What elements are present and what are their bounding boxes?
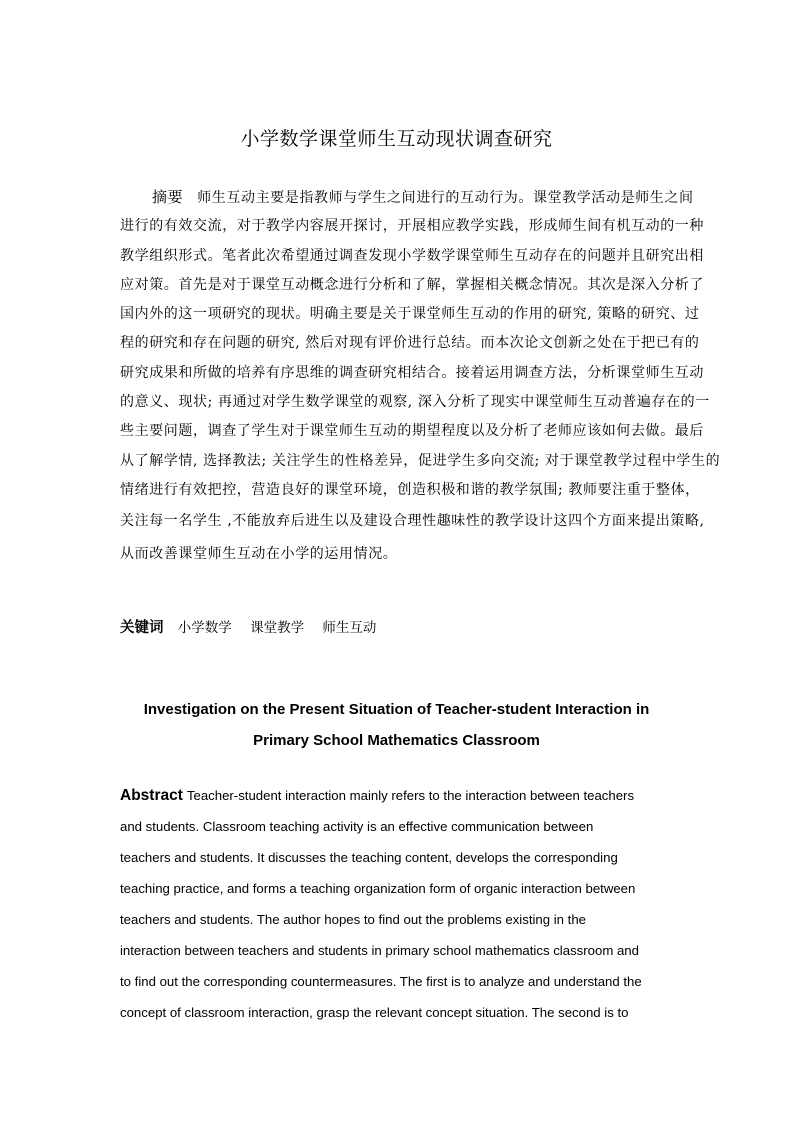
keyword: 师生互动 (322, 620, 377, 636)
english-abstract (120, 780, 680, 1028)
chinese-abstract-line: 教学组织形式。笔者此次希望通过调查发现小学数学课堂师生互动存在的问题并且研究出相 (120, 247, 704, 264)
english-abstract-line: and students. Classroom teaching activity is an effective communication between (120, 819, 594, 834)
chinese-title: 小学数学课堂师生互动现状调查研究 (240, 128, 553, 150)
chinese-abstract-line: 从而改善课堂师生互动在小学的运用情况。 (120, 546, 398, 563)
english-abstract-line: concept of classroom interaction, grasp the relevant concept situation. The second is to (120, 1005, 629, 1020)
english-abstract-text: Teacher-student interaction mainly refers to the interaction between teachers (186, 788, 635, 803)
english-title-line: Investigation on the Present Situation of Teacher-student Interaction in (143, 701, 650, 718)
chinese-abstract-text: 师生互动主要是指教师与学生之间进行的互动行为。课堂教学活动是师生之间 (197, 190, 694, 206)
chinese-abstract-text: ,不能放弃后进生以及建设合理性趣味性的教学设计 (222, 513, 554, 530)
chinese-abstract-line (120, 183, 694, 212)
chinese-abstract-line: 情绪进行有效把控，营造良好的课堂环境，创造积极和谐的教学氛围; 教师要注重于整体， (120, 481, 700, 498)
chinese-keywords (120, 616, 676, 640)
chinese-abstract-label: 摘要 (152, 188, 184, 206)
chinese-abstract (120, 183, 721, 571)
english-abstract-line: teaching practice, and forms a teaching organization form of organic interaction between (120, 881, 636, 896)
english-abstract-label: Abstract (120, 787, 183, 804)
chinese-abstract-line: 从了解学情, 选择教法; 关注学生的性格差异，促进学生多向交流; 对于课堂教学过程中学生的 (120, 452, 721, 469)
chinese-abstract-line: 的意义、现状; 再通过对学生数学课堂的观察, 深入分析了现实中课堂师生互动普遍存在的一 (120, 394, 710, 411)
chinese-abstract-text: 这四个方面来提出策略, (553, 513, 705, 530)
chinese-abstract-line: 程的研究和存在问题的研究, 然后对现有评价进行总结。而本次论文创新之处在于把已有的 (120, 335, 700, 352)
chinese-abstract-line: 进行的有效交流，对于教学内容展开探讨，开展相应教学实践，形成师生间有机互动的一种 (120, 218, 704, 235)
keyword: 课堂教学 (250, 620, 305, 636)
english-abstract-line: to find out the corresponding countermeasures. The first is to analyze and understand the (120, 974, 642, 989)
keywords-label: 关键词 (120, 620, 164, 636)
chinese-abstract-line: 应对策。首先是对于课堂互动概念进行分析和了解，掌握相关概念情况。其次是深入分析了 (120, 276, 704, 293)
chinese-abstract-line: 研究成果和所做的培养有序思维的调查研究相结合。接着运用调查方法，分析课堂师生互动 (120, 364, 704, 381)
chinese-abstract-line: 些主要问题，调查了学生对于课堂师生互动的期望程度以及分析了老师应该如何去做。最后 (120, 423, 704, 440)
english-title (100, 694, 693, 756)
chinese-abstract-text: 关注每一名学生 (120, 513, 223, 530)
chinese-abstract-line (120, 505, 705, 538)
chinese-abstract-line: 国内外的这一项研究的现状。明确主要是关于课堂师生互动的作用的研究, 策略的研究、过 (120, 306, 700, 323)
english-abstract-line (120, 780, 680, 811)
english-abstract-line: teachers and students. The author hopes to find out the problems existing in the (120, 912, 587, 927)
english-abstract-line: teachers and students. It discusses the teaching content, develops the corresponding (120, 850, 618, 865)
english-title-line: Primary School Mathematics Classroom (253, 732, 540, 749)
keyword: 小学数学 (177, 620, 232, 636)
english-abstract-line: interaction between teachers and students in primary school mathematics classroom and (120, 943, 639, 958)
